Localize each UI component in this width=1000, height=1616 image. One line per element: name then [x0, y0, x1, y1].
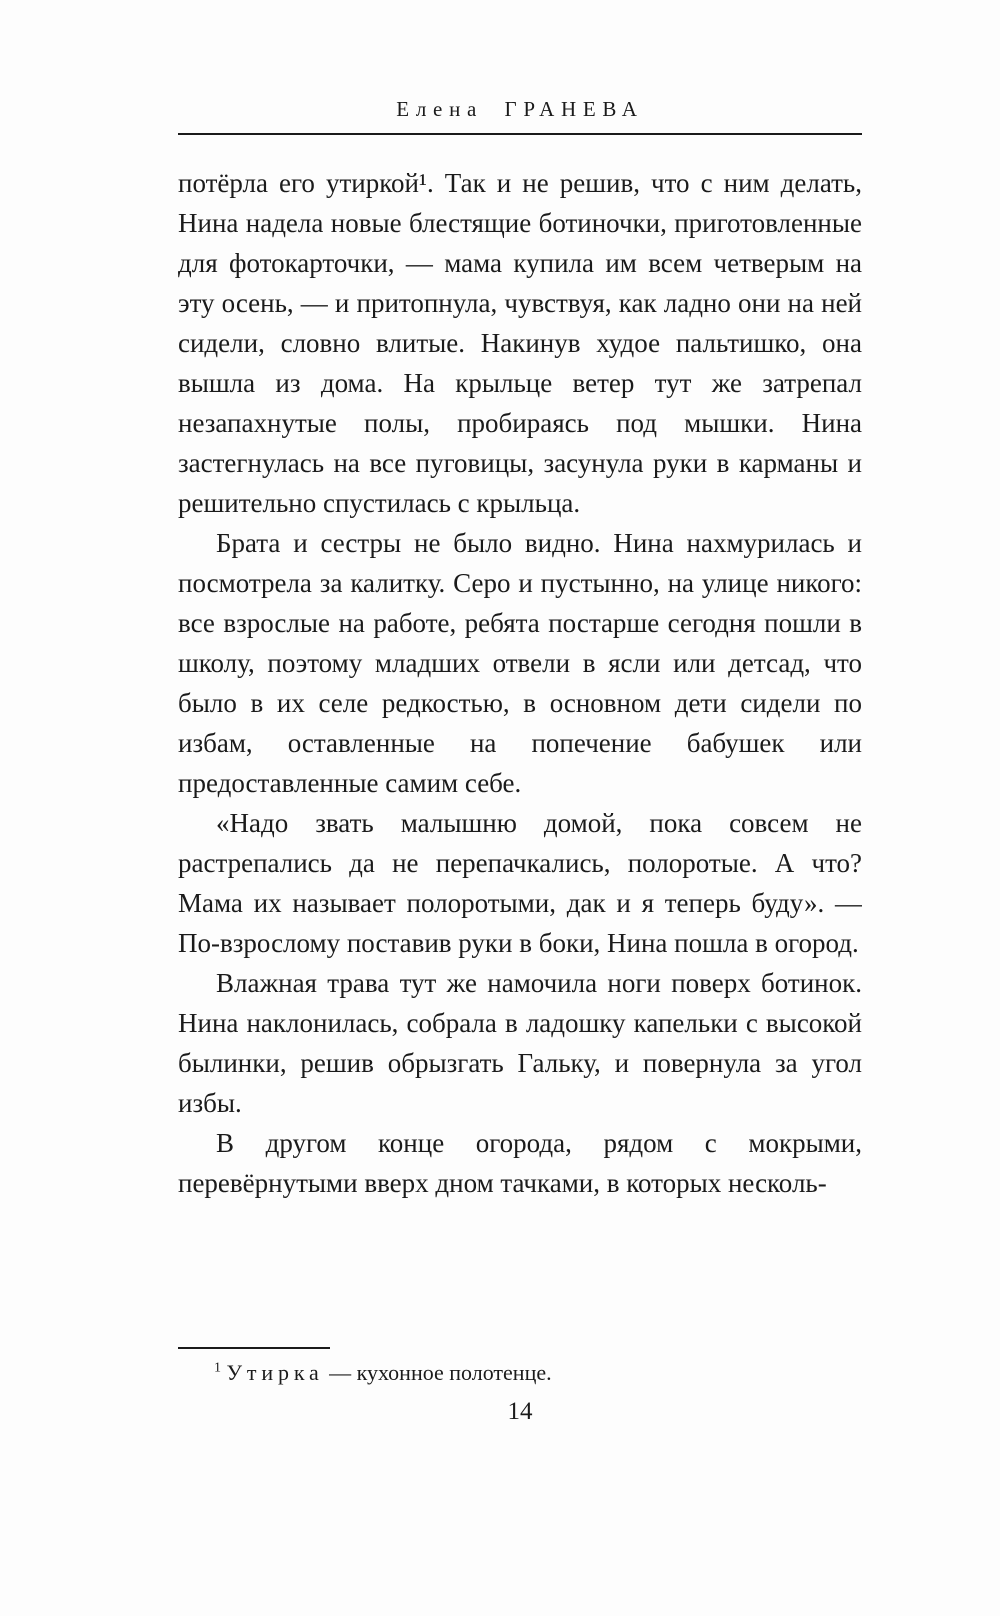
footnote-line	[178, 1358, 862, 1388]
author-name: Елена ГРАНЕВА	[396, 97, 644, 121]
paragraph: потёрла его утиркой¹. Так и не решив, что с ним делать, Нина надела новые блестящие ботиночки, приготовленные для фотокарточки, — мама купила им всем четверым на эту осень, — и притопнула, чувствуя, как ладно они на ней сидели, словно влитые. Накинув худое пальтишко, она вышла из дома. На крыльце ветер тут же затрепал незапахнутые полы, пробираясь под мышки. Нина застегнулась на все пуговицы, засунула руки в карманы и решительно спустилась с крыльца.	[178, 168, 862, 518]
footnote-marker: 1	[214, 1360, 221, 1376]
footnote	[178, 1358, 862, 1388]
footnote-text: — кухонное полотенце.	[329, 1360, 552, 1385]
paragraph: «Надо звать малышню домой, пока совсем не растрепались да не перепачкались, полоротые. А что? Мама их называет полоротыми, дак и я теперь буду». — По-взрослому поставив руки в боки, Нина пошла в огород.	[178, 808, 862, 958]
paragraph: Влажная трава тут же намочила ноги поверх ботинок. Нина наклонилась, собрала в ладошку капельки с высокой былинки, решив обрызгать Гальку, и повернула за угол избы.	[178, 968, 862, 1118]
body-text	[178, 163, 862, 1337]
footnote-separator	[178, 1347, 330, 1349]
paragraph: Брата и сестры не было видно. Нина нахмурилась и посмотрела за калитку. Серо и пустынно, на улице никого: все взрослые на работе, ребята постарше сегодня пошли в школу, поэтому младших отвели в ясли или детсад, что было в их селе редкостью, в основном дети сидели по избам, оставленные на попечение бабушек или предоставленные самим себе.	[178, 528, 862, 798]
page-number: 14	[507, 1398, 533, 1425]
footnote-term: Утирка	[226, 1360, 324, 1385]
paragraph: В другом конце огорода, рядом с мокрыми, перевёрнутыми вверх дном тачками, в которых несколь-	[178, 1128, 862, 1198]
running-header	[178, 97, 862, 135]
